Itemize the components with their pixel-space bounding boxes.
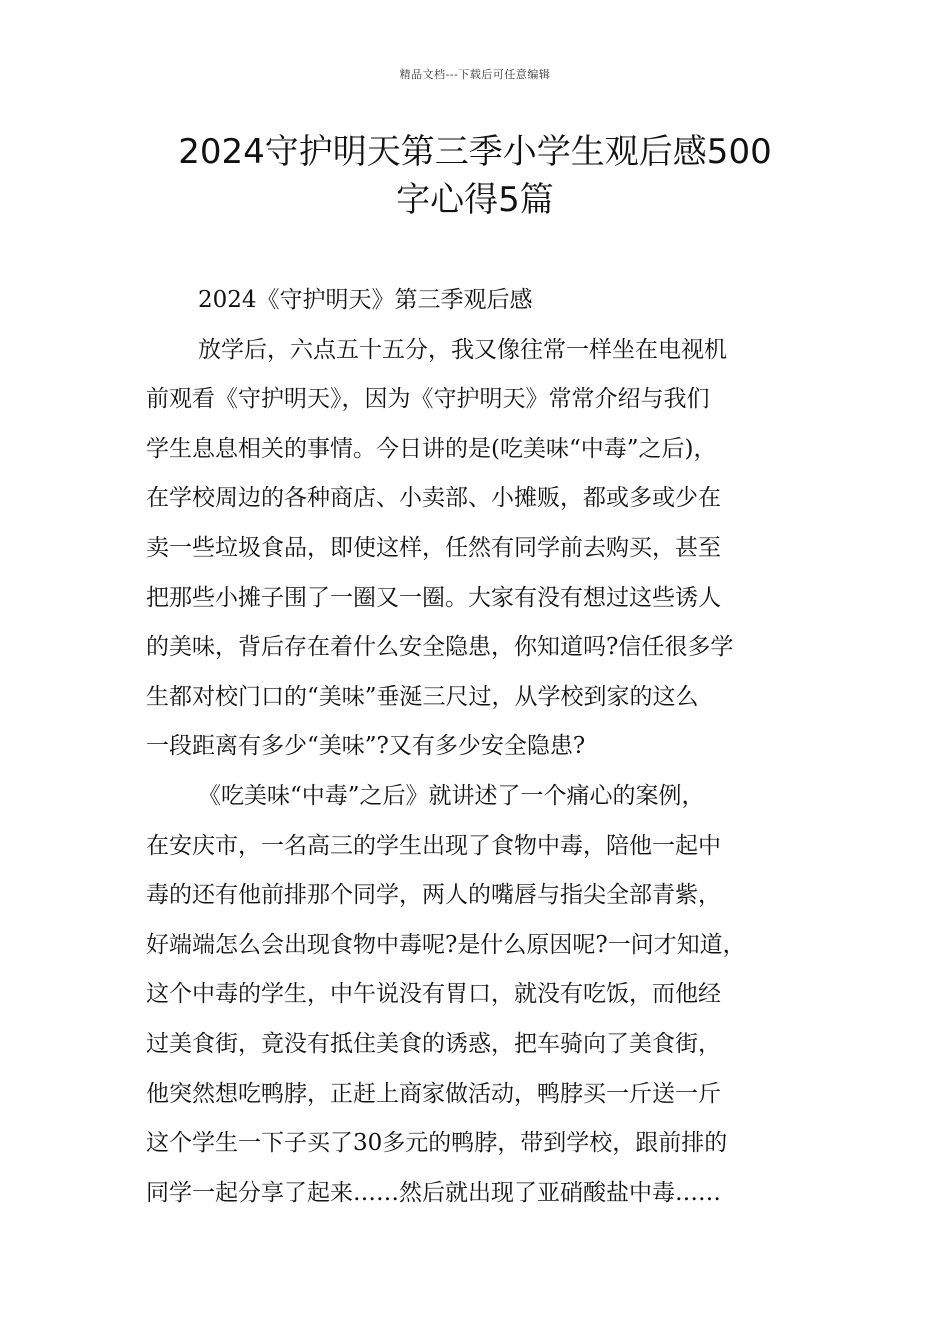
paragraph-line: 《吃美味“中毒”之后》就讲述了一个痛心的案例， bbox=[198, 782, 705, 809]
paragraph-line: 同学一起分享了起来……然后就出现了亚硝酸盐中毒…… bbox=[146, 1179, 721, 1206]
paragraph-line: 在学校周边的各种商店、小卖部、小摊贩，都或多或少在 bbox=[146, 485, 721, 512]
paragraph-line: 这个中毒的学生，中午说没有胃口，就没有吃饭，而他经 bbox=[146, 981, 721, 1008]
paragraph-line: 好端端怎么会出现食物中毒呢?是什么原因呢?一问才知道， bbox=[146, 931, 746, 958]
paragraph-line: 把那些小摊子围了一圈又一圈。大家有没有想过这些诱人 bbox=[146, 584, 721, 611]
paragraph-line: 他突然想吃鸭脖，正赶上商家做活动，鸭脖买一斤送一斤 bbox=[146, 1080, 721, 1107]
paragraph-line: 卖一些垃圾食品，即使这样，任然有同学前去购买，甚至 bbox=[146, 534, 721, 561]
title-line-2: 字心得5篇 bbox=[396, 180, 554, 220]
section-heading: 2024《守护明天》第三季观后感 bbox=[198, 287, 533, 313]
paragraph-line: 毒的还有他前排那个同学，两人的嘴唇与指尖全部青紫， bbox=[146, 882, 721, 909]
paragraph-line: 的美味，背后存在着什么安全隐患，你知道吗?信任很多学 bbox=[146, 634, 734, 661]
header-note: 精品文档---下载后可任意编辑 bbox=[399, 68, 551, 81]
document-title bbox=[120, 128, 830, 224]
title-line-1: 2024守护明天第三季小学生观后感500 bbox=[178, 132, 772, 172]
paragraph-line: 放学后，六点五十五分，我又像往常一样坐在电视机 bbox=[198, 336, 727, 363]
paragraph-line: 学生息息相关的事情。今日讲的是(吃美味“中毒”之后)， bbox=[146, 435, 717, 462]
paragraph-line: 前观看《守护明天》，因为《守护明天》常常介绍与我们 bbox=[146, 386, 710, 413]
paragraph-line: 这个学生一下子买了30多元的鸭脖，带到学校，跟前排的 bbox=[146, 1130, 728, 1157]
body-text bbox=[146, 280, 818, 1222]
paragraph-line: 在安庆市，一名高三的学生出现了食物中毒，陪他一起中 bbox=[146, 832, 721, 859]
paragraph-line: 生都对校门口的“美味”垂涎三尺过，从学校到家的这么 bbox=[146, 683, 699, 710]
paragraph-line: 过美食街，竟没有抵住美食的诱惑，把车骑向了美食街， bbox=[146, 1030, 721, 1057]
paragraph-line: 一段距离有多少“美味”?又有多少安全隐患? bbox=[146, 733, 586, 760]
